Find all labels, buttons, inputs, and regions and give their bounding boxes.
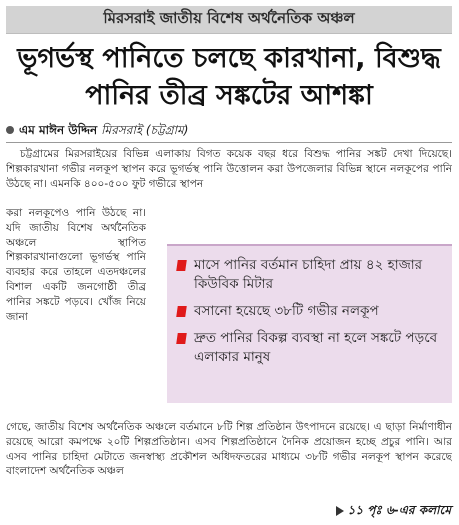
byline-author: এম মাঈন উদ্দিন bbox=[19, 123, 98, 137]
bullet-dot-icon bbox=[6, 126, 14, 134]
callout-text: বসানো হয়েছে ৩৮টি গভীর নলকূপ bbox=[194, 303, 379, 319]
callout-text: দ্রুত পানির বিকল্প ব্যবস্থা না হলে সঙ্কটে পড়বে এলাকার মানুষ bbox=[194, 330, 438, 365]
highlight-callout-box bbox=[167, 244, 452, 403]
byline-place: মিরসরাই (চট্টগ্রাম) bbox=[101, 123, 189, 137]
paragraph-text: চট্টগ্রামের মিরসরাইয়ের বিভিন্ন এলাকায় বিগত কয়েক বছর ধরে বিশুদ্ধ পানির সঙ্কট দেখা দিয়েছে। শিল্পকারখানা গভীর নলকূপ স্থাপন করে ভূগর্ভস্থ পানি উত্তোলন করা উপজেলার বিভিন্ন স্থানে নলকূপের পানি উঠছে না। এমনকি ৪০০-৫০০ ফুট গভীরে স্থাপন bbox=[6, 148, 452, 190]
red-square-bullet-icon bbox=[176, 306, 187, 317]
headline-line-2: পানির তীব্র সঙ্কটের আশঙ্কা bbox=[85, 80, 373, 111]
article-paragraph-left bbox=[6, 206, 146, 418]
headline bbox=[6, 40, 452, 114]
red-square-bullet-icon bbox=[176, 333, 187, 344]
byline bbox=[6, 121, 452, 139]
callout-item bbox=[177, 302, 444, 321]
section-kicker: মিরসরাই জাতীয় বিশেষ অর্থনৈতিক অঞ্চল bbox=[6, 6, 452, 34]
callout-item bbox=[177, 256, 444, 294]
paragraph-text: গেছে, জাতীয় বিশেষ অর্থনৈতিক অঞ্চলে বর্তমানে ৮টি শিল্প প্রতিষ্ঠান উৎপাদনে রয়েছে। এ ছাড়া নির্মাণাধীন রয়েছে আরো কমপক্ষে ২০টি শিল্পপ্রতিষ্ঠান। এসব শিল্পপ্রতিষ্ঠানে দৈনিক প্রয়োজন হচ্ছে প্রচুর পানি। আর এসব পানির চাহিদা মেটাতে জনস্বাস্থ্য প্রকৌশল অধিদফতরের মাধ্যমে ৩৮টি গভীর নলকূপ স্থাপন করেছে বাংলাদেশ অর্থনৈতিক অঞ্চল bbox=[6, 421, 452, 478]
arrow-right-icon bbox=[336, 506, 344, 516]
red-square-bullet-icon bbox=[176, 260, 187, 271]
callout-item bbox=[177, 329, 444, 367]
callout-text: মাসে পানির বর্তমান চাহিদা প্রায় ৪২ হাজার কিউবিক মিটার bbox=[194, 257, 423, 292]
continuation-link[interactable] bbox=[336, 502, 451, 522]
article-paragraph-bottom bbox=[6, 420, 452, 500]
divider bbox=[6, 142, 452, 143]
paragraph-text: করা নলকূপেও পানি উঠছে না। যদি জাতীয় বিশেষ অর্থনৈতিক অঞ্চলে স্থাপিত শিল্পকারখানাগুলো ভূগর্ভস্থ পানি ব্যবহার করে তাহলে এতদঞ্চলের বিশাল একটি জনগোষ্ঠী তীব্র পানির সঙ্কটে পড়বে। খোঁজ নিয়ে জানা bbox=[6, 207, 146, 323]
headline-line-1: ভূগর্ভস্থ পানিতে চলছে কারখানা, বিশুদ্ধ bbox=[17, 43, 441, 74]
continuation-text: ১১ পৃঃ ৬-এর কলামে bbox=[347, 503, 451, 517]
